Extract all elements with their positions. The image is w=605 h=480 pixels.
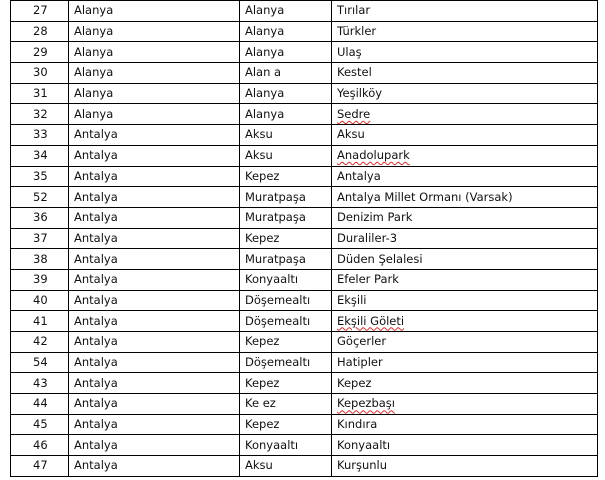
district-cell <box>240 290 332 311</box>
city-cell <box>69 145 240 166</box>
table-row <box>11 414 598 435</box>
place-name-text: Göçerler <box>337 334 387 349</box>
city-text: Alanya <box>74 86 114 101</box>
district-text: Kepez <box>245 168 280 183</box>
place-name-cell <box>332 311 598 332</box>
place-name-cell <box>332 125 598 146</box>
row-number-cell <box>11 414 69 435</box>
district-cell <box>240 456 332 477</box>
city-text: Antalya <box>74 148 118 163</box>
row-number-cell <box>11 187 69 208</box>
place-name-text: Düden Şelalesi <box>337 251 423 266</box>
row-number-cell <box>11 269 69 290</box>
district-cell <box>240 187 332 208</box>
row-number-cell <box>11 166 69 187</box>
district-cell <box>240 435 332 456</box>
city-text: Alanya <box>74 3 114 18</box>
district-text: Kepez <box>245 334 280 349</box>
city-cell <box>69 394 240 415</box>
city-cell <box>69 166 240 187</box>
row-number-text: 37 <box>33 230 48 245</box>
place-name-text: Sedre <box>337 106 371 121</box>
row-number-cell <box>11 125 69 146</box>
row-number-cell <box>11 42 69 63</box>
district-text: Alan a <box>245 65 282 80</box>
row-number-cell <box>11 145 69 166</box>
district-text: Alanya <box>245 44 285 59</box>
row-number-cell <box>11 394 69 415</box>
district-text: Muratpaşa <box>245 251 306 266</box>
city-cell <box>69 290 240 311</box>
place-name-text: Ulaş <box>337 44 362 59</box>
city-text: Antalya <box>74 396 118 411</box>
row-number-text: 38 <box>33 251 48 266</box>
city-text: Antalya <box>74 272 118 287</box>
district-text: Konyaaltı <box>245 437 299 452</box>
place-name-cell <box>332 83 598 104</box>
district-text: Ke ez <box>245 396 276 411</box>
row-number-cell <box>11 249 69 270</box>
row-number-cell <box>11 435 69 456</box>
city-cell <box>69 249 240 270</box>
district-text: Döşemealtı <box>245 313 311 328</box>
district-cell <box>240 249 332 270</box>
city-text: Antalya <box>74 251 118 266</box>
table-row <box>11 269 598 290</box>
place-name-text: Türkler <box>337 24 377 39</box>
place-name-text: Antalya Millet Ormanı (Varsak) <box>337 189 513 204</box>
table-row <box>11 42 598 63</box>
table-row <box>11 228 598 249</box>
place-name-cell <box>332 63 598 84</box>
table-row <box>11 166 598 187</box>
city-cell <box>69 187 240 208</box>
row-number-cell <box>11 456 69 477</box>
city-cell <box>69 42 240 63</box>
row-number-cell <box>11 290 69 311</box>
city-cell <box>69 435 240 456</box>
row-number-cell <box>11 63 69 84</box>
district-cell <box>240 228 332 249</box>
city-cell <box>69 207 240 228</box>
table-row <box>11 249 598 270</box>
district-cell <box>240 394 332 415</box>
row-number-cell <box>11 207 69 228</box>
row-number-text: 35 <box>33 168 48 183</box>
row-number-cell <box>11 21 69 42</box>
table-row <box>11 21 598 42</box>
district-cell <box>240 63 332 84</box>
district-text: Muratpaşa <box>245 189 306 204</box>
place-name-cell <box>332 456 598 477</box>
place-name-text: Ekşili Göleti <box>337 313 405 328</box>
district-text: Döşemealtı <box>245 292 311 307</box>
city-cell <box>69 228 240 249</box>
row-number-text: 42 <box>33 334 48 349</box>
city-cell <box>69 83 240 104</box>
place-name-cell <box>332 21 598 42</box>
district-text: Alanya <box>245 106 285 121</box>
place-name-text: Antalya <box>337 168 381 183</box>
row-number-text: 36 <box>33 210 48 225</box>
place-name-cell <box>332 1 598 22</box>
row-number-text: 45 <box>33 417 48 432</box>
city-cell <box>69 352 240 373</box>
row-number-cell <box>11 1 69 22</box>
table-row <box>11 83 598 104</box>
row-number-text: 41 <box>33 313 48 328</box>
recreation-area-table <box>10 0 598 477</box>
city-cell <box>69 332 240 353</box>
table-row <box>11 104 598 125</box>
place-name-text: Kestel <box>337 65 372 80</box>
table-row <box>11 63 598 84</box>
row-number-text: 39 <box>33 272 48 287</box>
place-name-cell <box>332 269 598 290</box>
city-cell <box>69 456 240 477</box>
table-row <box>11 207 598 228</box>
place-name-text: Hatipler <box>337 355 383 370</box>
city-cell <box>69 21 240 42</box>
district-cell <box>240 352 332 373</box>
city-text: Antalya <box>74 230 118 245</box>
place-name-cell <box>332 332 598 353</box>
row-number-text: 44 <box>33 396 48 411</box>
row-number-text: 54 <box>33 355 48 370</box>
row-number-text: 29 <box>33 44 48 59</box>
district-cell <box>240 311 332 332</box>
district-cell <box>240 145 332 166</box>
city-text: Antalya <box>74 210 118 225</box>
place-name-text: Kurşunlu <box>337 458 388 473</box>
district-text: Alanya <box>245 3 285 18</box>
district-text: Kepez <box>245 375 280 390</box>
district-cell <box>240 83 332 104</box>
table-row <box>11 311 598 332</box>
place-name-text: Tırılar <box>337 3 371 18</box>
place-name-text: Denizim Park <box>337 210 413 225</box>
table-row <box>11 290 598 311</box>
city-cell <box>69 311 240 332</box>
city-cell <box>69 373 240 394</box>
district-cell <box>240 414 332 435</box>
table-row <box>11 1 598 22</box>
district-text: Kepez <box>245 230 280 245</box>
city-text: Antalya <box>74 355 118 370</box>
city-text: Antalya <box>74 417 118 432</box>
place-name-text: Yeşilköy <box>337 86 383 101</box>
city-cell <box>69 1 240 22</box>
row-number-text: 33 <box>33 127 48 142</box>
district-cell <box>240 207 332 228</box>
row-number-cell <box>11 83 69 104</box>
place-name-cell <box>332 187 598 208</box>
place-name-cell <box>332 207 598 228</box>
city-text: Antalya <box>74 334 118 349</box>
place-name-text: Efeler Park <box>337 272 399 287</box>
place-name-text: Duraliler-3 <box>337 230 398 245</box>
district-text: Muratpaşa <box>245 210 306 225</box>
district-cell <box>240 1 332 22</box>
district-cell <box>240 373 332 394</box>
place-name-cell <box>332 249 598 270</box>
city-text: Alanya <box>74 65 114 80</box>
place-name-text: Konyaaltı <box>337 437 391 452</box>
place-name-cell <box>332 414 598 435</box>
place-name-cell <box>332 373 598 394</box>
place-name-text: Ekşili <box>337 292 367 307</box>
row-number-cell <box>11 104 69 125</box>
row-number-text: 34 <box>33 148 48 163</box>
district-text: Aksu <box>245 127 273 142</box>
row-number-text: 28 <box>33 24 48 39</box>
city-cell <box>69 104 240 125</box>
row-number-text: 27 <box>33 3 48 18</box>
row-number-cell <box>11 228 69 249</box>
city-text: Alanya <box>74 44 114 59</box>
city-text: Alanya <box>74 24 114 39</box>
city-text: Antalya <box>74 189 118 204</box>
city-cell <box>69 63 240 84</box>
row-number-cell <box>11 352 69 373</box>
district-cell <box>240 269 332 290</box>
district-text: Kepez <box>245 417 280 432</box>
district-text: Alanya <box>245 24 285 39</box>
place-name-cell <box>332 290 598 311</box>
place-name-text: Kındıra <box>337 417 378 432</box>
place-name-cell <box>332 42 598 63</box>
district-text: Aksu <box>245 458 273 473</box>
row-number-text: 47 <box>33 458 48 473</box>
document-table-container <box>10 0 597 477</box>
district-cell <box>240 332 332 353</box>
city-cell <box>69 125 240 146</box>
city-text: Antalya <box>74 437 118 452</box>
district-cell <box>240 125 332 146</box>
table-row <box>11 373 598 394</box>
district-cell <box>240 42 332 63</box>
row-number-text: 31 <box>33 86 48 101</box>
district-cell <box>240 21 332 42</box>
city-cell <box>69 269 240 290</box>
table-row <box>11 456 598 477</box>
place-name-text: Anadolupark <box>337 148 410 163</box>
place-name-cell <box>332 145 598 166</box>
place-name-text: Kepezbaşı <box>337 396 395 411</box>
table-row <box>11 125 598 146</box>
row-number-text: 46 <box>33 437 48 452</box>
row-number-text: 40 <box>33 292 48 307</box>
city-text: Antalya <box>74 292 118 307</box>
table-body <box>11 1 598 477</box>
district-text: Döşemealtı <box>245 355 311 370</box>
row-number-text: 32 <box>33 106 48 121</box>
district-cell <box>240 104 332 125</box>
place-name-cell <box>332 228 598 249</box>
place-name-cell <box>332 352 598 373</box>
table-row <box>11 435 598 456</box>
city-text: Antalya <box>74 127 118 142</box>
city-text: Antalya <box>74 458 118 473</box>
district-text: Alanya <box>245 86 285 101</box>
table-row <box>11 352 598 373</box>
district-cell <box>240 166 332 187</box>
city-text: Antalya <box>74 313 118 328</box>
table-row <box>11 394 598 415</box>
table-row <box>11 332 598 353</box>
city-cell <box>69 414 240 435</box>
place-name-cell <box>332 166 598 187</box>
row-number-text: 30 <box>33 65 48 80</box>
place-name-text: Kepez <box>337 375 372 390</box>
table-row <box>11 145 598 166</box>
place-name-cell <box>332 104 598 125</box>
city-text: Antalya <box>74 168 118 183</box>
district-text: Konyaaltı <box>245 272 299 287</box>
row-number-text: 43 <box>33 375 48 390</box>
row-number-cell <box>11 311 69 332</box>
city-text: Alanya <box>74 106 114 121</box>
row-number-text: 52 <box>33 189 48 204</box>
district-text: Aksu <box>245 148 273 163</box>
city-text: Antalya <box>74 375 118 390</box>
row-number-cell <box>11 332 69 353</box>
place-name-text: Aksu <box>337 127 365 142</box>
place-name-cell <box>332 394 598 415</box>
row-number-cell <box>11 373 69 394</box>
place-name-cell <box>332 435 598 456</box>
table-row <box>11 187 598 208</box>
